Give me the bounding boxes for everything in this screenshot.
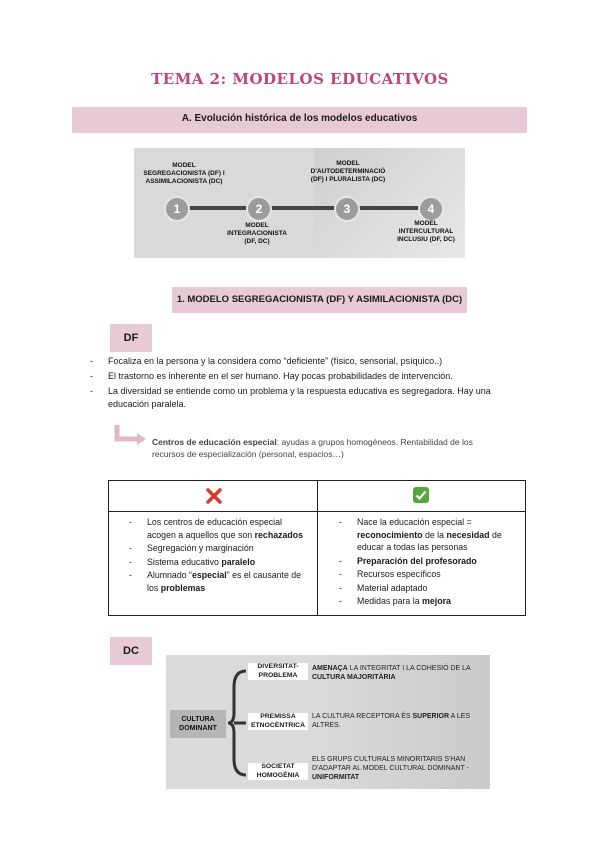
dc-diagram [166, 655, 490, 789]
positive-item-1: - Nace la educación especial = reconocimiento de la necesidad de educar a todas las personas [337, 516, 523, 554]
special-centers-note [152, 436, 492, 460]
df-bullet-3: - La diversidad se entiende como un problema y la respuesta educativa es segregadora. Hay una educación paralela. [90, 385, 530, 411]
negative-item-4: - Alumnado “especial” es el causante de los problemas [127, 569, 307, 594]
timeline-label-3: MODEL D'AUTODETERMINACIÓ (DF) I PLURALISTA (DC) [310, 160, 386, 183]
negatives-list [127, 516, 307, 595]
bent-arrow-icon [113, 425, 147, 445]
pros-cons-table [108, 480, 526, 616]
diversity-problem-text: AMENAÇA LA INTEGRITAT I LA COHESIÓ DE LA CULTURA MAJORITÀRIA [312, 665, 471, 681]
positive-item-4: - Material adaptado [337, 582, 523, 595]
df-bullet-list [90, 355, 530, 413]
timeline-node-4: 4 [418, 196, 444, 222]
positives-list [337, 516, 523, 609]
ethnocentric-premise-label: PREMISSA ETNOCÈNTRICA [248, 713, 308, 730]
brace-connector [228, 667, 248, 779]
timeline-node-3: 3 [334, 196, 360, 222]
homogeneous-society-label: SOCIETAT HOMOGÈNIA [248, 763, 308, 780]
table-divider [317, 481, 318, 615]
df-tag: DF [110, 324, 152, 352]
df-bullet-2: - El trastorno es inherente en el ser humano. Hay pocas probabilidades de intervención. [90, 370, 530, 383]
timeline-label-1: MODEL SEGREGACIONISTA (DF) I ASSIMILACIONISTA (DC) [143, 162, 225, 185]
df-bullet-1: - Focaliza en la persona y la considera como “deficiente” (físico, sensorial, psíquico..) [90, 355, 530, 368]
diversity-problem-label: DIVERSITAT- PROBLEMA [248, 663, 308, 680]
positive-item-5: - Medidas para la mejora [337, 595, 523, 608]
page-title: TEMA 2: MODELOS EDUCATIVOS [151, 70, 449, 88]
ethnocentric-premise-text: LA CULTURA RECEPTORA ÉS SUPERIOR A LES ALTRES. [312, 713, 471, 729]
homogeneous-society-text: ELS GRUPS CULTURALS MINORITARIS S'HAN D'ADAPTAR AL MODEL CULTURAL DOMINANT - UNIFORMITAT [312, 756, 469, 781]
positive-item-3: - Recursos específicos [337, 568, 523, 581]
negative-item-1: - Los centros de educación especial acogen a aquellos que son rechazados [127, 516, 307, 541]
section-a-heading: A. Evolución histórica de los modelos educativos [181, 113, 418, 124]
negative-item-2: - Segregación y marginación [127, 542, 307, 555]
heading-1: 1. MODELO SEGREGACIONISTA (DF) Y ASIMILACIONISTA (DC) [176, 294, 463, 305]
timeline-node-2: 2 [246, 196, 272, 222]
positive-item-2: - Preparación del profesorado [337, 555, 523, 568]
timeline-line [174, 206, 435, 210]
section-a-band [72, 107, 527, 133]
timeline-label-2: MODEL INTEGRACIONISTA (DF, DC) [227, 222, 287, 245]
timeline-node-1: 1 [164, 196, 190, 222]
timeline-label-4: MODEL INTERCULTURAL INCLUSIU (DF, DC) [397, 220, 455, 243]
dc-tag: DC [110, 637, 152, 665]
note-text: : ayudas a grupos homogéneos. Rentabilidad de los recursos de especialización (personal, espacios…) [152, 437, 473, 459]
check-mark-icon [413, 487, 429, 503]
timeline-image [134, 148, 465, 258]
cross-mark-icon [205, 487, 223, 505]
heading-1-box [172, 287, 467, 313]
negative-item-3: - Sistema educativo paralelo [127, 556, 307, 569]
note-bold: Centros de educación especial [152, 437, 277, 447]
dominant-culture-box: CULTURA DOMINANT [170, 710, 226, 738]
